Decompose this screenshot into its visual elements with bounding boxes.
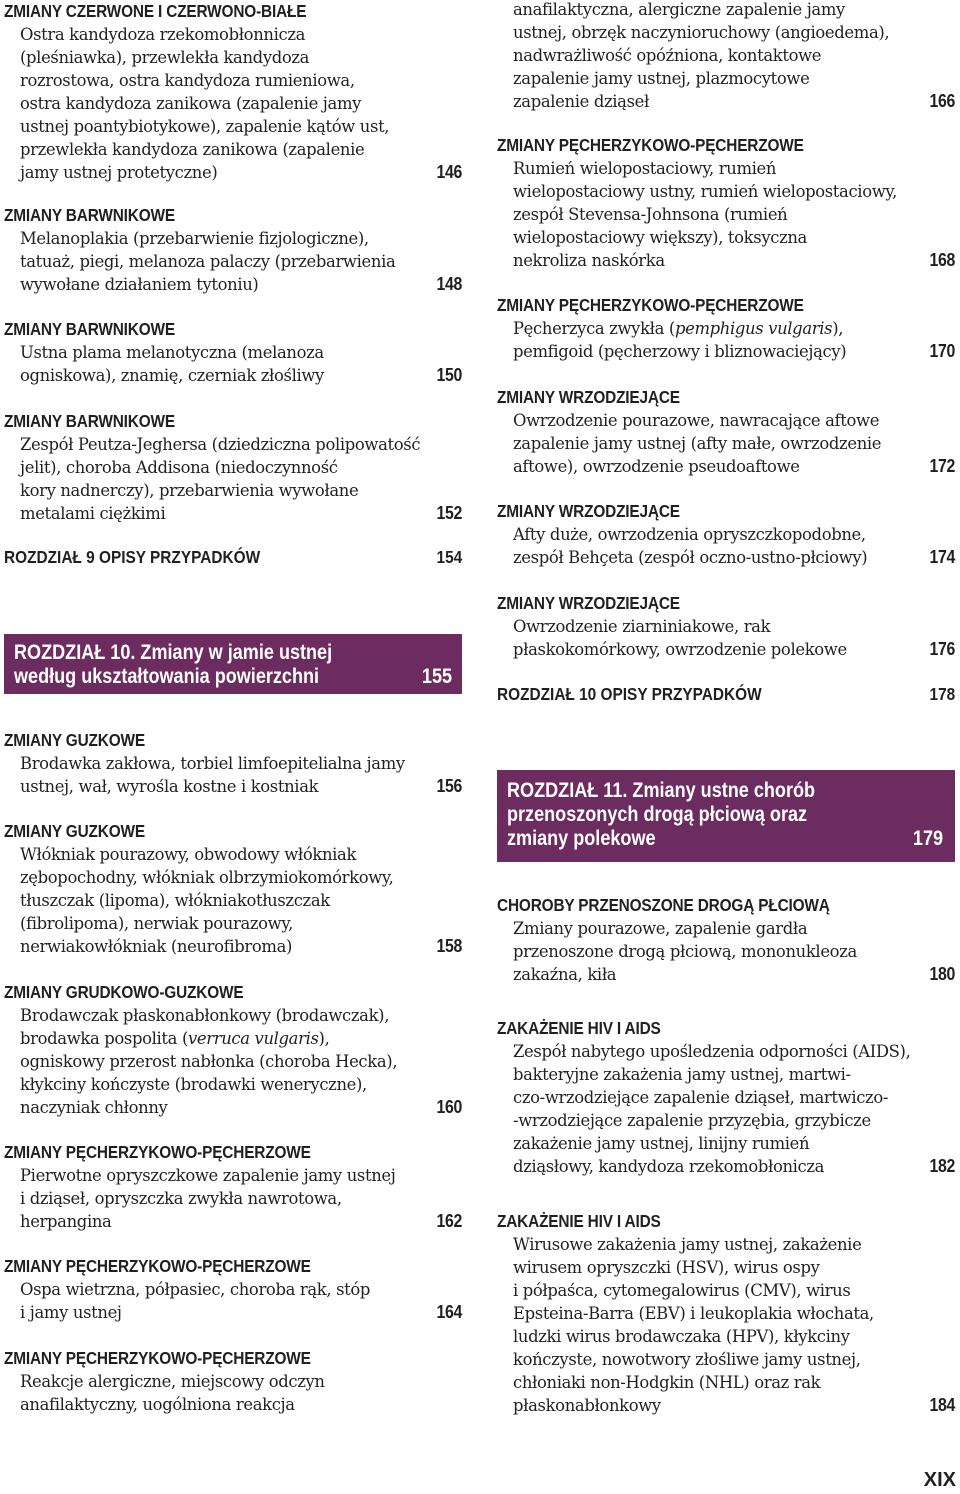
section-heading: CHOROBY PRZENOSZONE DROGĄ PŁCIOWĄ bbox=[497, 895, 830, 915]
section-heading: ZMIANY BARWNIKOWE bbox=[4, 411, 175, 431]
section-heading: ZMIANY PĘCHERZYKOWO-PĘCHERZOWE bbox=[4, 1256, 311, 1276]
chapter-11-banner[interactable]: ROZDZIAŁ 11. Zmiany ustne chorób przenoszonych drogą płciową oraz zmiany polekowe 179 bbox=[497, 770, 955, 862]
section-heading: ZMIANY GUZKOWE bbox=[4, 730, 145, 750]
page-number-ref: 178 bbox=[929, 684, 955, 704]
section-heading: ZMIANY PĘCHERZYKOWO-PĘCHERZOWE bbox=[4, 1142, 311, 1162]
page-number-ref: 180 bbox=[929, 964, 955, 984]
entry-text: Owrzodzenie ziarniniakowe, rak płaskokomórkowy, owrzodzenie polekowe 176 bbox=[513, 617, 955, 659]
entry-text: Owrzodzenie pourazowe, nawracające aftowe zapalenie jamy ustnej (afty małe, owrzodzenie aftowe), owrzodzenie pseudoaftowe 172 bbox=[513, 411, 955, 476]
section-heading: ZMIANY WRZODZIEJĄCE bbox=[497, 387, 680, 407]
section-heading: ZMIANY BARWNIKOWE bbox=[4, 319, 175, 339]
entry-text: Wirusowe zakażenia jamy ustnej, zakażenie wirusem opryszczki (HSV), wirus ospy i półpaśca, cytomegalowirus (CMV), wirus Epsteina-Barra (EBV) i leukoplakia włochata, ludzki wirus brodawczaka (HPV), kłykciny kończyste, nowotwory złośliwe jamy ustnej, chłoniaki non-Hodgkin (NHL) oraz rak płaskonabłonkowy 184 bbox=[513, 1235, 955, 1415]
toc-entry[interactable] bbox=[497, 592, 955, 661]
page-number-ref: 164 bbox=[436, 1302, 462, 1322]
toc-entry[interactable] bbox=[497, 1210, 955, 1417]
section-heading: ZMIANY BARWNIKOWE bbox=[4, 205, 175, 225]
page-number-ref: 174 bbox=[929, 547, 955, 567]
page-number-ref: 158 bbox=[436, 936, 462, 956]
chapter-10-cases-link[interactable]: ROZDZIAŁ 10 OPISY PRZYPADKÓW 178 bbox=[497, 684, 955, 704]
chapter-10-banner[interactable]: ROZDZIAŁ 10. Zmiany w jamie ustnej według ukształtowania powierzchni 155 bbox=[4, 634, 462, 694]
toc-entry[interactable] bbox=[4, 729, 462, 798]
section-heading: ZAKAŻENIE HIV I AIDS bbox=[497, 1018, 661, 1038]
chapter-9-cases-link[interactable]: ROZDZIAŁ 9 OPISY PRZYPADKÓW 154 bbox=[4, 547, 462, 567]
entry-text: Zmiany pourazowe, zapalenie gardła przenoszone drogą płciową, mononukleoza zakaźna, kiła 180 bbox=[513, 919, 955, 984]
section-heading: ZMIANY CZERWONE I CZERWONO-BIAŁE bbox=[4, 1, 307, 21]
page-number-ref: 148 bbox=[436, 274, 462, 294]
entry-text: Ostra kandydoza rzekomobłonnicza (pleśniawka), przewlekła kandydoza rozrostowa, ostra kandydoza rumieniowa, ostra kandydoza zanikowa (zapalenie jamy ustnej poantybiotykowe), zapalenie kątów ust, przewlekła kandydoza zanikowa (zapalenie jamy ustnej protetyczne) 146 bbox=[20, 25, 462, 182]
page-number-ref: 184 bbox=[929, 1395, 955, 1415]
entry-text: anafilaktyczna, alergiczne zapalenie jamy ustnej, obrzęk naczynioruchowy (angioedema), nadwrażliwość opóźniona, kontaktowe zapalenie jamy ustnej, plazmocytowe zapalenie dziąseł 166 bbox=[513, 0, 955, 111]
page-number-ref: 160 bbox=[436, 1097, 462, 1117]
entry-text: Pierwotne opryszczkowe zapalenie jamy ustnej i dziąseł, opryszczka zwykła nawrotowa, herpangina 162 bbox=[20, 1166, 462, 1231]
toc-entry[interactable] bbox=[4, 318, 462, 387]
page-number-ref: 182 bbox=[929, 1156, 955, 1176]
toc-entry[interactable] bbox=[4, 410, 462, 525]
page-number-ref: 176 bbox=[929, 639, 955, 659]
toc-entry[interactable] bbox=[4, 1255, 462, 1324]
section-heading: ZMIANY PĘCHERZYKOWO-PĘCHERZOWE bbox=[4, 1348, 311, 1368]
page-number: XIX bbox=[923, 1469, 956, 1491]
page-number-ref: 170 bbox=[929, 341, 955, 361]
section-heading: ZMIANY GRUDKOWO-GUZKOWE bbox=[4, 982, 244, 1002]
page-number-ref: 172 bbox=[929, 456, 955, 476]
section-heading: ZMIANY GUZKOWE bbox=[4, 821, 145, 841]
toc-entry[interactable] bbox=[497, 1017, 955, 1178]
page-number-ref: 166 bbox=[929, 91, 955, 111]
toc-entry[interactable] bbox=[497, 500, 955, 569]
toc-entry[interactable] bbox=[4, 204, 462, 296]
entry-text: Ospa wietrzna, półpasiec, choroba rąk, stóp i jamy ustnej 164 bbox=[20, 1280, 462, 1322]
entry-text: Reakcje alergiczne, miejscowy odczyn anafilaktyczny, uogólniona reakcja bbox=[20, 1372, 325, 1414]
toc-entry[interactable] bbox=[497, 386, 955, 478]
toc-entry[interactable] bbox=[497, 134, 955, 272]
entry-text: Włókniak pourazowy, obwodowy włókniak zębopochodny, włókniak olbrzymiokomórkowy, tłuszczak (lipoma), włókniakotłuszczak (fibrolipoma), nerwiak pourazowy, nerwiakowłókniak (neurofibroma) 158 bbox=[20, 845, 462, 956]
section-heading: ZMIANY PĘCHERZYKOWO-PĘCHERZOWE bbox=[497, 135, 804, 155]
page-number-ref: 156 bbox=[436, 776, 462, 796]
entry-text: Ustna plama melanotyczna (melanoza ogniskowa), znamię, czerniak złośliwy 150 bbox=[20, 343, 462, 385]
entry-text: Pęcherzyca zwykła (pemphigus vulgaris), pemfigoid (pęcherzowy i bliznowaciejący) 170 bbox=[513, 319, 955, 361]
toc-entry[interactable] bbox=[4, 820, 462, 958]
section-heading: ZMIANY WRZODZIEJĄCE bbox=[497, 593, 680, 613]
entry-text: Zespół nabytego upośledzenia odporności (AIDS), bakteryjne zakażenia jamy ustnej, martwi- czo-wrzodziejące zapalenie dziąseł, martwiczo- -wrzodziejące zapalenie przyzębia, grzybicze zakażenie jamy ustnej, linijny rumień dziąsłowy, kandydoza rzekomobłonicza 182 bbox=[513, 1042, 955, 1176]
page-number-ref: 154 bbox=[436, 547, 462, 567]
entry-text: Brodawka zakłowa, torbiel limfoepitelialna jamy ustnej, wał, wyrośla kostne i kostniak 156 bbox=[20, 754, 462, 796]
page-number-ref: 150 bbox=[436, 365, 462, 385]
entry-text: Melanoplakia (przebarwienie fizjologiczne), tatuaż, piegi, melanoza palaczy (przebarwienia wywołane działaniem tytoniu) 148 bbox=[20, 229, 462, 294]
entry-text: Brodawczak płaskonabłonkowy (brodawczak), brodawka pospolita (verruca vulgaris), ogniskowy przerost nabłonka (choroba Hecka), kłykciny kończyste (brodawki weneryczne), naczyniak chłonny 160 bbox=[20, 1006, 462, 1117]
section-heading: ZMIANY WRZODZIEJĄCE bbox=[497, 501, 680, 521]
page-number-ref: 168 bbox=[929, 250, 955, 270]
toc-entry[interactable] bbox=[497, 894, 955, 986]
page-number-ref: 179 bbox=[912, 827, 943, 850]
page-number-ref: 162 bbox=[436, 1211, 462, 1231]
toc-entry[interactable] bbox=[497, 294, 955, 363]
page-number-ref: 155 bbox=[421, 665, 452, 688]
entry-text: Zespół Peutza-Jeghersa (dziedziczna polipowatość jelit), choroba Addisona (niedoczynność kory nadnerczy), przebarwienia wywołane metalami ciężkimi 152 bbox=[20, 435, 462, 523]
section-heading: ZMIANY PĘCHERZYKOWO-PĘCHERZOWE bbox=[497, 295, 804, 315]
toc-entry[interactable] bbox=[4, 0, 462, 184]
toc-entry[interactable] bbox=[4, 1141, 462, 1233]
entry-text: Rumień wielopostaciowy, rumień wielopostaciowy ustny, rumień wielopostaciowy, zespół Stevensa-Johnsona (rumień wielopostaciowy większy), toksyczna nekroliza naskórka 168 bbox=[513, 159, 955, 270]
toc-entry-continued[interactable] bbox=[497, 0, 955, 113]
page-number-ref: 146 bbox=[436, 162, 462, 182]
toc-entry[interactable] bbox=[4, 981, 462, 1119]
entry-text: Afty duże, owrzodzenia opryszczkopodobne, zespół Behçeta (zespół oczno-ustno-płciowy) 174 bbox=[513, 525, 955, 567]
page-number-ref: 152 bbox=[436, 503, 462, 523]
section-heading: ZAKAŻENIE HIV I AIDS bbox=[497, 1211, 661, 1231]
toc-entry[interactable] bbox=[4, 1347, 462, 1416]
